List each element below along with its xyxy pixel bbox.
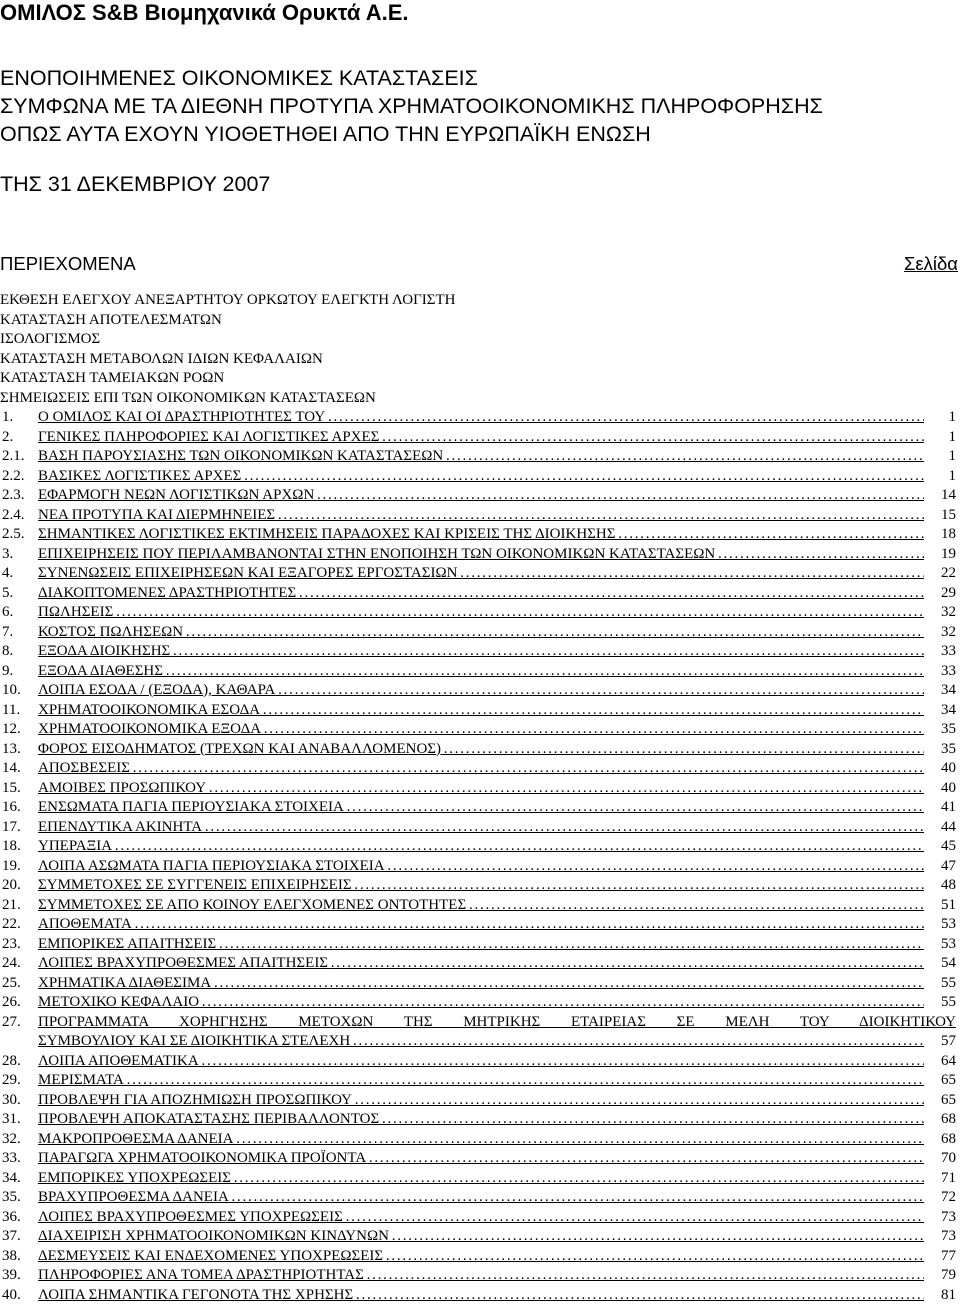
toc-entry[interactable] — [0, 408, 958, 428]
toc-entry-number: 35. — [2, 1188, 21, 1208]
toc-entry-page: 35 — [937, 720, 956, 740]
toc-entry-text — [38, 1091, 924, 1111]
toc-entry-page: 34 — [937, 701, 956, 721]
toc-entry-page: 72 — [937, 1188, 956, 1208]
toc-entry[interactable] — [0, 837, 958, 857]
toc-entry[interactable] — [0, 1052, 958, 1072]
toc-entry-page: 1 — [945, 467, 957, 487]
toc-entry[interactable] — [0, 1227, 958, 1247]
title-line: ΣΥΜΦΩΝΑ ΜΕ ΤΑ ΔΙΕΘΝΗ ΠΡΟΤΥΠΑ ΧΡΗΜΑΤΟΟΙΚΟΝΟΜΙΚΗΣ ΠΛΗΡΟΦΟΡΗΣΗΣ — [0, 92, 823, 120]
toc-entry-number: 1. — [2, 408, 13, 428]
toc-entry-page: 55 — [937, 974, 956, 994]
toc-entry-text — [38, 1052, 924, 1072]
toc-entry-text — [38, 779, 924, 799]
toc-entry-text — [38, 642, 924, 662]
page-column-heading: Σελίδα — [904, 250, 958, 278]
toc-entry-number: 7. — [2, 623, 13, 643]
toc-entry-number: 22. — [2, 915, 21, 935]
toc-entry-label[interactable]: ΕΦΑΡΜΟΓΗ ΝΕΩΝ ΛΟΓΙΣΤΙΚΩΝ ΑΡΧΩΝ . . . — [38, 487, 924, 503]
toc-entry[interactable] — [0, 896, 958, 916]
toc-entry[interactable] — [0, 740, 958, 760]
toc-entry-label[interactable]: ΕΜΠΟΡΙΚΕΣ ΑΠΑΙΤΗΣΕΙΣ . . . — [38, 936, 924, 952]
statement-item[interactable]: ΚΑΤΑΣΤΑΣΗ ΑΠΟΤΕΛΕΣΜΑΤΩΝ — [0, 311, 456, 331]
toc-entry-text — [38, 564, 924, 584]
toc-entry-number: 10. — [2, 681, 21, 701]
toc-entry-label[interactable]: ΧΡΗΜΑΤΙΚΑ ΔΙΑΘΕΣΙΜΑ . . . — [38, 975, 924, 991]
toc-entry-label[interactable]: ΠΛΗΡΟΦΟΡΙΕΣ ΑΝΑ ΤΟΜΕΑ ΔΡΑΣΤΗΡΙΟΤΗΤΑΣ . . . — [38, 1267, 924, 1283]
toc-entry-number: 18. — [2, 837, 21, 857]
toc-entry-label[interactable]: ΦΟΡΟΣ ΕΙΣΟΔΗΜΑΤΟΣ (ΤΡΕΧΩΝ ΚΑΙ ΑΝΑΒΑΛΛΟΜΕΝΟΣ) . . . — [38, 741, 924, 757]
toc-entry-number: 12. — [2, 720, 21, 740]
toc-entry-label[interactable]: ΧΡΗΜΑΤΟΟΙΚΟΝΟΜΙΚΑ ΕΞΟΔΑ . . . — [38, 721, 924, 737]
toc-entry-page: 65 — [937, 1071, 956, 1091]
toc-entry-text — [38, 876, 924, 896]
toc-entry-number: 27. — [2, 1013, 21, 1033]
toc-entry-number: 6. — [2, 603, 13, 623]
toc-entry-number: 15. — [2, 779, 21, 799]
toc-entry[interactable] — [0, 974, 958, 994]
toc-entry-page: 41 — [937, 798, 956, 818]
toc-entry-number: 2. — [2, 428, 13, 448]
toc-entry-number: 4. — [2, 564, 13, 584]
title-line: ΟΠΩΣ ΑΥΤΑ ΕΧΟΥΝ ΥΙΟΘΕΤΗΘΕΙ ΑΠΟ ΤΗΝ ΕΥΡΩΠΑΪΚΗ ΕΝΩΣΗ — [0, 120, 823, 148]
toc-entry[interactable] — [0, 1247, 958, 1267]
toc-entry-page: 19 — [937, 545, 956, 565]
toc-entry-page: 64 — [937, 1052, 956, 1072]
toc-entry-number: 33. — [2, 1149, 21, 1169]
toc-entry-page: 71 — [937, 1169, 956, 1189]
toc-entry-page: 68 — [937, 1130, 956, 1150]
toc-entry[interactable] — [0, 1286, 958, 1305]
toc-entry[interactable] — [0, 759, 958, 779]
toc-entry-text — [38, 837, 924, 857]
table-of-contents — [0, 408, 958, 1305]
toc-entry-text — [38, 506, 924, 526]
toc-entry-label[interactable]: ΠΩΛΗΣΕΙΣ . . . — [38, 604, 924, 620]
contents-header — [0, 250, 960, 278]
toc-entry[interactable] — [0, 935, 958, 955]
toc-entry-label[interactable]: ΔΕΣΜΕΥΣΕΙΣ ΚΑΙ ΕΝΔΕΧΟΜΕΝΕΣ ΥΠΟΧΡΕΩΣΕΙΣ . . . — [38, 1248, 924, 1264]
toc-entry-label[interactable]: ΠΡΟΒΛΕΨΗ ΓΙΑ ΑΠΟΖΗΜΙΩΣΗ ΠΡΟΣΩΠΙΚΟΥ . . . — [38, 1092, 924, 1108]
toc-entry-label[interactable]: ΜΕΤΟΧΙΚΟ ΚΕΦΑΛΑΙΟ . . . — [38, 994, 924, 1010]
toc-entry-text — [38, 545, 924, 565]
toc-entry-text — [38, 974, 924, 994]
toc-entry-number: 3. — [2, 545, 13, 565]
toc-entry-text — [38, 1247, 924, 1267]
toc-entry-text — [38, 486, 924, 506]
toc-entry-page: 1 — [945, 447, 957, 467]
toc-entry[interactable] — [0, 857, 958, 877]
toc-entry-label[interactable]: ΕΞΟΔΑ ΔΙΟΙΚΗΣΗΣ . . . — [38, 643, 924, 659]
toc-entry-number: 38. — [2, 1247, 21, 1267]
toc-entry[interactable] — [0, 779, 958, 799]
toc-entry-label[interactable]: Ο ΟΜΙΛΟΣ ΚΑΙ ΟΙ ΔΡΑΣΤΗΡΙΟΤΗΤΕΣ ΤΟΥ . . . — [38, 409, 924, 425]
toc-entry-page: 68 — [937, 1110, 956, 1130]
toc-entry-number: 37. — [2, 1227, 21, 1247]
toc-entry-label[interactable]: ΕΠΕΝΔΥΤΙΚΑ ΑΚΙΝΗΤΑ . . . — [38, 819, 924, 835]
toc-entry-label[interactable]: ΒΡΑΧΥΠΡΟΘΕΣΜΑ ΔΑΝΕΙΑ . . . — [38, 1189, 924, 1205]
toc-entry-page: 34 — [937, 681, 956, 701]
toc-entry-label[interactable]: ΛΟΙΠΑ ΑΣΩΜΑΤΑ ΠΑΓΙΑ ΠΕΡΙΟΥΣΙΑΚΑ ΣΤΟΙΧΕΙΑ . . . — [38, 858, 924, 874]
toc-entry-text — [38, 720, 924, 740]
toc-entry-label[interactable]: ΔΙΑΧΕΙΡΙΣΗ ΧΡΗΜΑΤΟΟΙΚΟΝΟΜΙΚΩΝ ΚΙΝΔΥΝΩΝ . . . — [38, 1228, 924, 1244]
toc-entry[interactable] — [0, 954, 958, 974]
toc-entry-page: 77 — [937, 1247, 956, 1267]
toc-entry[interactable] — [0, 506, 958, 526]
toc-entry-label[interactable]: ΑΠΟΘΕΜΑΤΑ . . . — [38, 916, 924, 932]
toc-entry-page: 55 — [937, 993, 956, 1013]
toc-entry-text — [38, 1208, 924, 1228]
toc-entry-label-line2 — [38, 1032, 924, 1052]
toc-entry-label[interactable]: ΧΡΗΜΑΤΟΟΙΚΟΝΟΜΙΚΑ ΕΣΟΔΑ . . . — [38, 702, 924, 718]
toc-entry-text — [38, 935, 924, 955]
toc-entry-page: 79 — [937, 1266, 956, 1286]
toc-entry[interactable] — [0, 642, 958, 662]
toc-entry-page: 32 — [937, 603, 956, 623]
toc-entry-page: 45 — [937, 837, 956, 857]
toc-entry[interactable] — [0, 1013, 958, 1052]
statement-item[interactable]: ΣΗΜΕΙΩΣΕΙΣ ΕΠΙ ΤΩΝ ΟΙΚΟΝΟΜΙΚΩΝ ΚΑΤΑΣΤΑΣΕΩΝ — [0, 389, 456, 409]
toc-entry-label[interactable]: ΑΠΟΣΒΕΣΕΙΣ . . . — [38, 760, 924, 776]
toc-entry[interactable] — [0, 1266, 958, 1286]
toc-entry-page: 65 — [937, 1091, 956, 1111]
toc-entry-label[interactable]: ΕΜΠΟΡΙΚΕΣ ΥΠΟΧΡΕΩΣΕΙΣ . . . — [38, 1170, 924, 1186]
toc-entry-text — [38, 662, 924, 682]
toc-entry-number: 11. — [2, 701, 20, 721]
toc-entry[interactable] — [0, 525, 958, 545]
toc-entry-label[interactable]: ΚΟΣΤΟΣ ΠΩΛΗΣΕΩΝ . . . — [38, 624, 924, 640]
toc-entry-number: 20. — [2, 876, 21, 896]
toc-entry-number: 36. — [2, 1208, 21, 1228]
toc-entry-page: 51 — [937, 896, 956, 916]
toc-entry-page: 57 — [941, 1032, 956, 1052]
toc-entry-number: 13. — [2, 740, 21, 760]
toc-entry[interactable] — [0, 564, 958, 584]
toc-entry-page: 73 — [937, 1227, 956, 1247]
toc-entry[interactable] — [0, 1110, 958, 1130]
toc-entry-number: 17. — [2, 818, 21, 838]
toc-entry-label[interactable]: ΛΟΙΠΕΣ ΒΡΑΧΥΠΡΟΘΕΣΜΕΣ ΥΠΟΧΡΕΩΣΕΙΣ . . . — [38, 1209, 924, 1225]
toc-entry-text — [38, 701, 924, 721]
toc-entry-label[interactable]: ΛΟΙΠΑ ΕΣΟΔΑ / (ΕΞΟΔΑ), ΚΑΘΑΡΑ . . . — [38, 682, 924, 698]
toc-entry-text — [38, 1188, 924, 1208]
toc-entry[interactable] — [0, 584, 958, 604]
toc-entry-text — [38, 428, 924, 448]
toc-entry-label[interactable]: ΛΟΙΠΑ ΑΠΟΘΕΜΑΤΙΚΑ . . . — [38, 1053, 924, 1069]
toc-entry-page: 35 — [937, 740, 956, 760]
toc-entry-text — [38, 584, 924, 604]
toc-entry[interactable] — [0, 915, 958, 935]
toc-entry-page: 1 — [945, 408, 957, 428]
toc-entry-page: 29 — [937, 584, 956, 604]
toc-entry-number: 28. — [2, 1052, 21, 1072]
toc-entry[interactable] — [0, 720, 958, 740]
toc-entry[interactable] — [0, 1169, 958, 1189]
toc-entry-page: 44 — [937, 818, 956, 838]
toc-entry-label[interactable]: ΛΟΙΠΑ ΣΗΜΑΝΤΙΚΑ ΓΕΓΟΝΟΤΑ ΤΗΣ ΧΡΗΣΗΣ . . . — [38, 1287, 924, 1303]
toc-entry-page: 32 — [937, 623, 956, 643]
toc-entry-label[interactable]: ΕΠΙΧΕΙΡΗΣΕΙΣ ΠΟΥ ΠΕΡΙΛΑΜΒΑΝΟΝΤΑΙ ΣΤΗΝ ΕΝΟΠΟΙΗΣΗ ΤΩΝ ΟΙΚΟΝΟΜΙΚΩΝ ΚΑΤΑΣΤΑΣΕΩΝ . . . — [38, 546, 924, 562]
toc-entry-label[interactable]: ΣΗΜΑΝΤΙΚΕΣ ΛΟΓΙΣΤΙΚΕΣ ΕΚΤΙΜΗΣΕΙΣ ΠΑΡΑΔΟΧΕΣ ΚΑΙ ΚΡΙΣΕΙΣ ΤΗΣ ΔΙΟΙΚΗΣΗΣ . . . — [38, 526, 924, 542]
title-line: ΕΝΟΠΟΙΗΜΕΝΕΣ ΟΙΚΟΝΟΜΙΚΕΣ ΚΑΤΑΣΤΑΣΕΙΣ — [0, 64, 823, 92]
toc-entry-label[interactable]: ΓΕΝΙΚΕΣ ΠΛΗΡΟΦΟΡΙΕΣ ΚΑΙ ΛΟΓΙΣΤΙΚΕΣ ΑΡΧΕΣ . . . — [38, 429, 924, 445]
toc-entry-number: 2.5. — [2, 525, 25, 545]
toc-entry-text — [38, 798, 924, 818]
toc-entry-number: 23. — [2, 935, 21, 955]
toc-entry[interactable] — [0, 993, 958, 1013]
toc-entry-text — [38, 1286, 924, 1305]
toc-entry-text — [38, 447, 924, 467]
toc-entry-text — [38, 623, 924, 643]
toc-entry-label[interactable]: ΕΝΣΩΜΑΤΑ ΠΑΓΙΑ ΠΕΡΙΟΥΣΙΑΚΑ ΣΤΟΙΧΕΙΑ . . . — [38, 799, 924, 815]
toc-entry[interactable] — [0, 1188, 958, 1208]
contents-heading: ΠΕΡΙΕΧΟΜΕΝΑ — [0, 250, 136, 278]
toc-entry-number: 25. — [2, 974, 21, 994]
toc-entry-page: 53 — [937, 915, 956, 935]
toc-entry-label[interactable]: ΒΑΣΙΚΕΣ ΛΟΓΙΣΤΙΚΕΣ ΑΡΧΕΣ . . . — [38, 468, 924, 484]
toc-entry-text — [38, 759, 924, 779]
toc-entry-text — [38, 818, 924, 838]
toc-entry-page: 73 — [937, 1208, 956, 1228]
toc-entry-text — [38, 954, 924, 974]
toc-entry[interactable] — [0, 681, 958, 701]
toc-entry-text — [38, 681, 924, 701]
toc-entry-page: 40 — [937, 759, 956, 779]
document-title — [0, 64, 823, 148]
toc-entry-page: 15 — [937, 506, 956, 526]
toc-entry-label[interactable]: ΣΥΜΜΕΤΟΧΕΣ ΣΕ ΣΥΓΓΕΝΕΙΣ ΕΠΙΧΕΙΡΗΣΕΙΣ . . . — [38, 877, 924, 893]
toc-entry-text — [38, 993, 924, 1013]
toc-entry-label[interactable]: ΔΙΑΚΟΠΤΟΜΕΝΕΣ ΔΡΑΣΤΗΡΙΟΤΗΤΕΣ . . . — [38, 585, 924, 601]
toc-entry-number: 31. — [2, 1110, 21, 1130]
toc-entry-label[interactable]: ΠΑΡΑΓΩΓΑ ΧΡΗΜΑΤΟΟΙΚΟΝΟΜΙΚΑ ΠΡΟΪΟΝΤΑ . . . — [38, 1150, 924, 1166]
toc-entry-number: 24. — [2, 954, 21, 974]
report-date: ΤΗΣ 31 ΔΕΚΕΜΒΡΙΟΥ 2007 — [0, 170, 270, 198]
toc-entry[interactable] — [0, 662, 958, 682]
toc-entry-number: 19. — [2, 857, 21, 877]
toc-entry[interactable] — [0, 1071, 958, 1091]
toc-entry-label[interactable]: ΜΕΡΙΣΜΑΤΑ . . . — [38, 1072, 924, 1088]
toc-entry-label[interactable]: ΝΕΑ ΠΡΟΤΥΠΑ ΚΑΙ ΔΙΕΡΜΗΝΕΙΕΣ . . . — [38, 507, 924, 523]
toc-entry[interactable] — [0, 467, 958, 487]
toc-entry-page: 33 — [937, 662, 956, 682]
toc-entry-number: 9. — [2, 662, 13, 682]
toc-entry-label[interactable]: ΛΟΙΠΕΣ ΒΡΑΧΥΠΡΟΘΕΣΜΕΣ ΑΠΑΙΤΗΣΕΙΣ . . . — [38, 955, 924, 971]
toc-entry-text — [38, 915, 924, 935]
toc-entry-label[interactable]: ΣΥΜΜΕΤΟΧΕΣ ΣΕ ΑΠΟ ΚΟΙΝΟΥ ΕΛΕΓΧΟΜΕΝΕΣ ΟΝΤΟΤΗΤΕΣ . . . — [38, 897, 924, 913]
toc-entry-page: 18 — [937, 525, 956, 545]
toc-entry[interactable] — [0, 447, 958, 467]
toc-entry-page: 33 — [937, 642, 956, 662]
toc-entry-number: 2.4. — [2, 506, 25, 526]
toc-entry-text — [38, 1110, 924, 1130]
toc-entry-page: 1 — [945, 428, 957, 448]
toc-entry-text — [38, 1227, 924, 1247]
toc-entry[interactable] — [0, 623, 958, 643]
toc-entry-number: 30. — [2, 1091, 21, 1111]
toc-entry-text — [38, 740, 924, 760]
toc-entry-number: 8. — [2, 642, 13, 662]
toc-entry-text — [38, 1130, 924, 1150]
toc-entry[interactable] — [0, 876, 958, 896]
toc-entry[interactable] — [0, 818, 958, 838]
toc-entry[interactable] — [0, 486, 958, 506]
statements-list — [0, 291, 456, 408]
toc-entry-number: 39. — [2, 1266, 21, 1286]
statement-item[interactable]: ΕΚΘΕΣΗ ΕΛΕΓΧΟΥ ΑΝΕΞΑΡΤΗΤΟΥ ΟΡΚΩΤΟΥ ΕΛΕΓΚΤΗ ΛΟΓΙΣΤΗ — [0, 291, 456, 311]
toc-entry-label[interactable]: ΕΞΟΔΑ ΔΙΑΘΕΣΗΣ . . . — [38, 663, 924, 679]
statement-item[interactable]: ΚΑΤΑΣΤΑΣΗ ΜΕΤΑΒΟΛΩΝ ΙΔΙΩΝ ΚΕΦΑΛΑΙΩΝ — [0, 350, 456, 370]
toc-entry-number: 14. — [2, 759, 21, 779]
toc-entry-text — [38, 1071, 924, 1091]
toc-entry-number: 16. — [2, 798, 21, 818]
toc-entry-label[interactable]: ΣΥΝΕΝΩΣΕΙΣ ΕΠΙΧΕΙΡΗΣΕΩΝ ΚΑΙ ΕΞΑΓΟΡΕΣ ΕΡΓΟΣΤΑΣΙΩΝ . . . — [38, 565, 924, 581]
statement-item[interactable]: ΚΑΤΑΣΤΑΣΗ ΤΑΜΕΙΑΚΩΝ ΡΟΩΝ — [0, 369, 456, 389]
toc-entry-text — [38, 603, 924, 623]
toc-entry-number: 40. — [2, 1286, 21, 1305]
toc-entry-number: 21. — [2, 896, 21, 916]
toc-entry-page: 40 — [937, 779, 956, 799]
toc-entry-text — [38, 467, 924, 487]
toc-entry-page: 70 — [937, 1149, 956, 1169]
toc-entry-number: 5. — [2, 584, 13, 604]
toc-entry-page: 81 — [937, 1286, 956, 1305]
toc-entry-label[interactable]: ΥΠΕΡΑΞΙΑ . . . — [38, 838, 924, 854]
toc-entry[interactable] — [0, 798, 958, 818]
statement-item[interactable]: ΙΣΟΛΟΓΙΣΜΟΣ — [0, 330, 456, 350]
toc-entry-number: 32. — [2, 1130, 21, 1150]
toc-entry-page: 47 — [937, 857, 956, 877]
toc-entry-label[interactable]: ΜΑΚΡΟΠΡΟΘΕΣΜΑ ΔΑΝΕΙΑ . . . — [38, 1131, 924, 1147]
toc-entry[interactable] — [0, 545, 958, 565]
toc-entry-text — [38, 408, 924, 428]
toc-entry[interactable] — [0, 1149, 958, 1169]
toc-entry-text — [38, 857, 924, 877]
toc-entry-number: 2.1. — [2, 447, 25, 467]
toc-entry[interactable] — [0, 701, 958, 721]
toc-entry-page: 53 — [937, 935, 956, 955]
toc-entry-page: 54 — [937, 954, 956, 974]
toc-entry-label[interactable]: ΑΜΟΙΒΕΣ ΠΡΟΣΩΠΙΚΟΥ . . . — [38, 780, 924, 796]
toc-entry[interactable] — [0, 428, 958, 448]
toc-entry-number: 2.3. — [2, 486, 25, 506]
toc-entry-text — [38, 1149, 924, 1169]
toc-entry-page: 48 — [937, 876, 956, 896]
toc-entry[interactable] — [0, 1091, 958, 1111]
toc-entry-text — [38, 1266, 924, 1286]
toc-entry-number: 26. — [2, 993, 21, 1013]
toc-entry-number: 2.2. — [2, 467, 25, 487]
toc-entry-label[interactable]: ΠΡΟΒΛΕΨΗ ΑΠΟΚΑΤΑΣΤΑΣΗΣ ΠΕΡΙΒΑΛΛΟΝΤΟΣ . . . — [38, 1111, 924, 1127]
toc-entry-number: 34. — [2, 1169, 21, 1189]
toc-entry-text — [38, 896, 924, 916]
toc-entry-page: 14 — [937, 486, 956, 506]
company-name: ΟΜΙΛΟΣ S&B Βιομηχανικά Ορυκτά Α.Ε. — [0, 0, 408, 26]
toc-entry-text — [38, 1169, 924, 1189]
toc-entry[interactable] — [0, 1130, 958, 1150]
toc-entry[interactable] — [0, 1208, 958, 1228]
toc-entry-label[interactable]: ΒΑΣΗ ΠΑΡΟΥΣΙΑΣΗΣ ΤΩΝ ΟΙΚΟΝΟΜΙΚΩΝ ΚΑΤΑΣΤΑΣΕΩΝ . . . — [38, 448, 924, 464]
toc-entry-label[interactable]: ΣΥΜΒΟΥΛΙΟΥ ΚΑΙ ΣΕ ΔΙΟΙΚΗΤΙΚΑ ΣΤΕΛΕΧΗ . . . — [38, 1033, 924, 1049]
toc-entry-page: 22 — [937, 564, 956, 584]
toc-entry-label-line1[interactable]: ΠΡΟΓΡΑΜΜΑΤΑ ΧΟΡΗΓΗΣΗΣ ΜΕΤΟΧΩΝ ΤΗΣ ΜΗΤΡΙΚΗΣ ΕΤΑΙΡΕΙΑΣ ΣΕ ΜΕΛΗ ΤΟΥ ΔΙΟΙΚΗΤΙΚΟΥ — [38, 1013, 956, 1033]
toc-entry[interactable] — [0, 603, 958, 623]
toc-entry-number: 29. — [2, 1071, 21, 1091]
toc-entry-text — [38, 525, 924, 545]
